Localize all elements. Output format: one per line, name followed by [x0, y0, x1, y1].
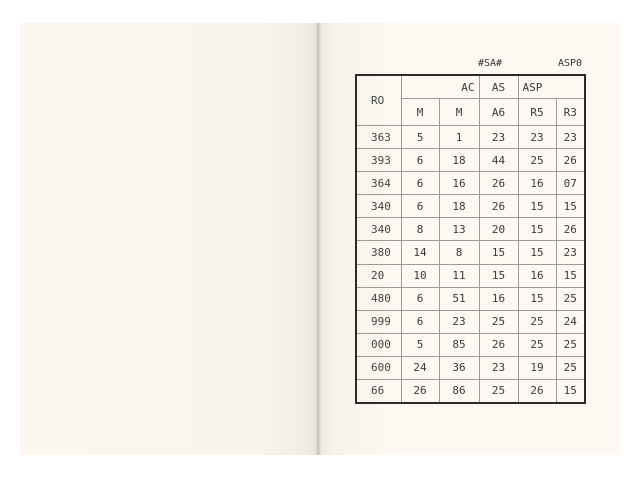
table-cell: 24 [401, 356, 439, 379]
table-cell: 16 [518, 172, 556, 195]
table-cell: 26 [401, 379, 439, 403]
top-label: ASP [518, 75, 585, 99]
table-cell: 07 [556, 172, 585, 195]
table-cell: 15 [518, 218, 556, 241]
table-row [356, 126, 585, 149]
table-cell: 36 [439, 356, 479, 379]
book-spine [316, 23, 321, 455]
top-label: AS [479, 75, 518, 99]
table-cell: 8 [439, 241, 479, 264]
table-cell: 8 [401, 218, 439, 241]
table-row [356, 310, 585, 333]
left-page [20, 23, 319, 455]
table-row [356, 241, 585, 264]
table-cell: 24 [556, 310, 585, 333]
column-header: R5 [518, 99, 556, 126]
row-label: 20 [356, 264, 401, 287]
table-cell: 15 [556, 195, 585, 218]
header-mark-right: ASP0 [558, 58, 583, 69]
table-cell: 15 [479, 241, 518, 264]
table-cell: 18 [439, 195, 479, 218]
table-cell: 26 [479, 172, 518, 195]
table-cell: 15 [518, 241, 556, 264]
table-row [356, 379, 585, 403]
column-header: A6 [479, 99, 518, 126]
row-label: 393 [356, 149, 401, 172]
table-cell: 15 [518, 195, 556, 218]
table-cell: 6 [401, 310, 439, 333]
table-cell: 44 [479, 149, 518, 172]
top-label: AC [401, 75, 479, 99]
table-cell: 15 [556, 379, 585, 403]
table-cell: 26 [479, 333, 518, 356]
table-cell: 18 [439, 149, 479, 172]
table-cell: 6 [401, 172, 439, 195]
table-row [356, 264, 585, 287]
table-row [356, 333, 585, 356]
header-mark-left: #SA# [478, 58, 503, 69]
row-label: 364 [356, 172, 401, 195]
table-cell: 6 [401, 287, 439, 310]
table-cell: 51 [439, 287, 479, 310]
table-cell: 85 [439, 333, 479, 356]
table-cell: 23 [556, 126, 585, 149]
table-cell: 20 [479, 218, 518, 241]
table-row [356, 172, 585, 195]
table-cell: 6 [401, 195, 439, 218]
table-row [356, 195, 585, 218]
table-cell: 23 [518, 126, 556, 149]
table-cell: 5 [401, 126, 439, 149]
table-cell: 15 [556, 264, 585, 287]
row-label: 363 [356, 126, 401, 149]
table-cell: 25 [479, 379, 518, 403]
table-cell: 10 [401, 264, 439, 287]
table-cell: 19 [518, 356, 556, 379]
table-cell: 23 [439, 310, 479, 333]
table-cell: 15 [518, 287, 556, 310]
table-cell: 16 [479, 287, 518, 310]
row-label: 340 [356, 218, 401, 241]
table-cell: 26 [556, 149, 585, 172]
data-table [355, 74, 586, 404]
table-corner-label: RO [356, 75, 401, 126]
row-label: 000 [356, 333, 401, 356]
table-cell: 26 [556, 218, 585, 241]
table-cell: 1 [439, 126, 479, 149]
table-cell: 25 [518, 310, 556, 333]
row-label: 480 [356, 287, 401, 310]
table-cell: 11 [439, 264, 479, 287]
table-cell: 15 [479, 264, 518, 287]
table-row [356, 149, 585, 172]
table-cell: 23 [556, 241, 585, 264]
row-label: 340 [356, 195, 401, 218]
table-cell: 16 [518, 264, 556, 287]
table-cell: 5 [401, 333, 439, 356]
column-header: M [401, 99, 439, 126]
table-cell: 23 [479, 126, 518, 149]
column-header: R3 [556, 99, 585, 126]
table-row [356, 218, 585, 241]
table-cell: 14 [401, 241, 439, 264]
table-cell: 25 [556, 356, 585, 379]
table-cell: 26 [479, 195, 518, 218]
table-cell: 23 [479, 356, 518, 379]
table-cell: 25 [556, 333, 585, 356]
column-header: M [439, 99, 479, 126]
table-top-label-row [356, 75, 585, 99]
table-cell: 16 [439, 172, 479, 195]
row-label: 66 [356, 379, 401, 403]
table-cell: 25 [518, 333, 556, 356]
table-row [356, 356, 585, 379]
row-label: 380 [356, 241, 401, 264]
row-label: 999 [356, 310, 401, 333]
table-row [356, 287, 585, 310]
page-header [0, 56, 640, 72]
table-cell: 26 [518, 379, 556, 403]
row-label: 600 [356, 356, 401, 379]
table-cell: 6 [401, 149, 439, 172]
table-cell: 13 [439, 218, 479, 241]
table-cell: 25 [479, 310, 518, 333]
table-cell: 86 [439, 379, 479, 403]
table-cell: 25 [518, 149, 556, 172]
table-cell: 25 [556, 287, 585, 310]
